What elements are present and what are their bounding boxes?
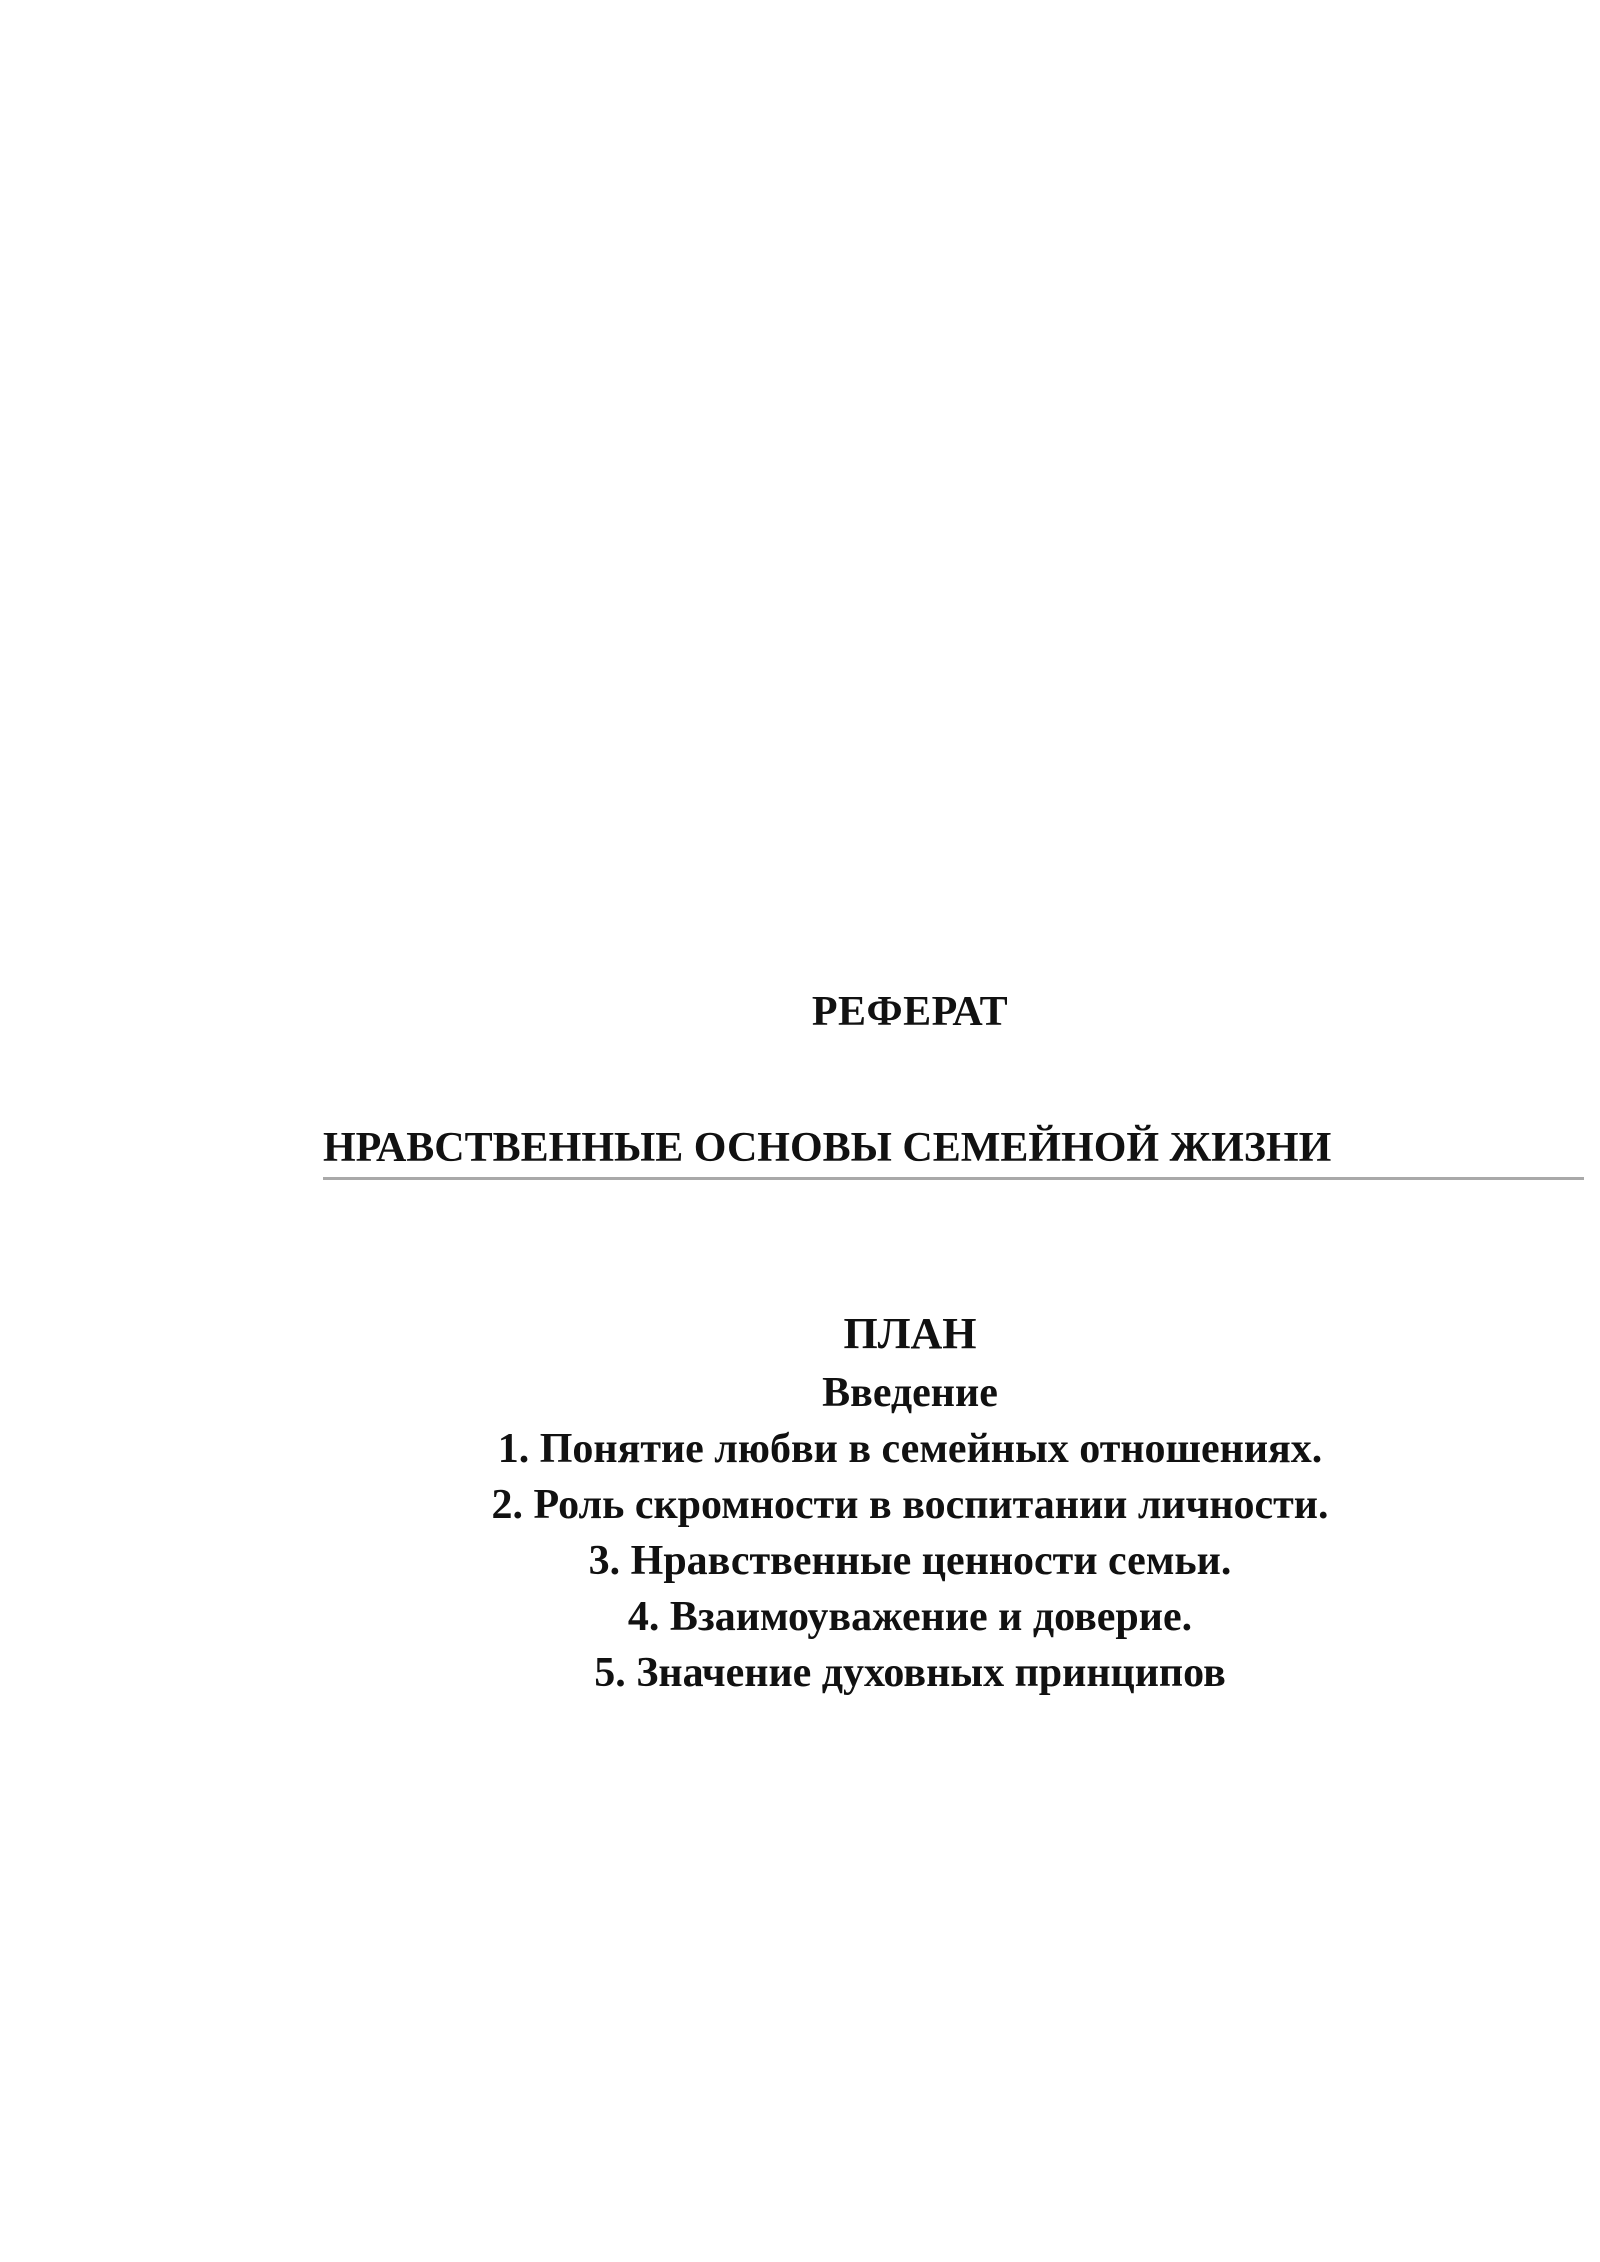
plan-item-2: 2. Роль скромности в воспитании личности. bbox=[491, 1482, 1329, 1528]
document-type-label: РЕФЕРАТ bbox=[811, 989, 1009, 1035]
plan-list bbox=[0, 1365, 1600, 1701]
title-underline bbox=[323, 1177, 1584, 1180]
plan-heading: ПЛАН bbox=[843, 1309, 977, 1358]
plan-item-introduction: Введение bbox=[822, 1370, 998, 1416]
plan-item-1: 1. Понятие любви в семейных отношениях. bbox=[497, 1426, 1323, 1472]
document-title: НРАВСТВЕННЫЕ ОСНОВЫ СЕМЕЙНОЙ ЖИЗНИ bbox=[323, 1125, 1332, 1171]
plan-item-3: 3. Нравственные ценности семьи. bbox=[588, 1538, 1232, 1584]
plan-item-5: 5. Значение духовных принципов bbox=[594, 1650, 1226, 1696]
plan-item-4: 4. Взаимоуважение и доверие. bbox=[627, 1594, 1193, 1640]
